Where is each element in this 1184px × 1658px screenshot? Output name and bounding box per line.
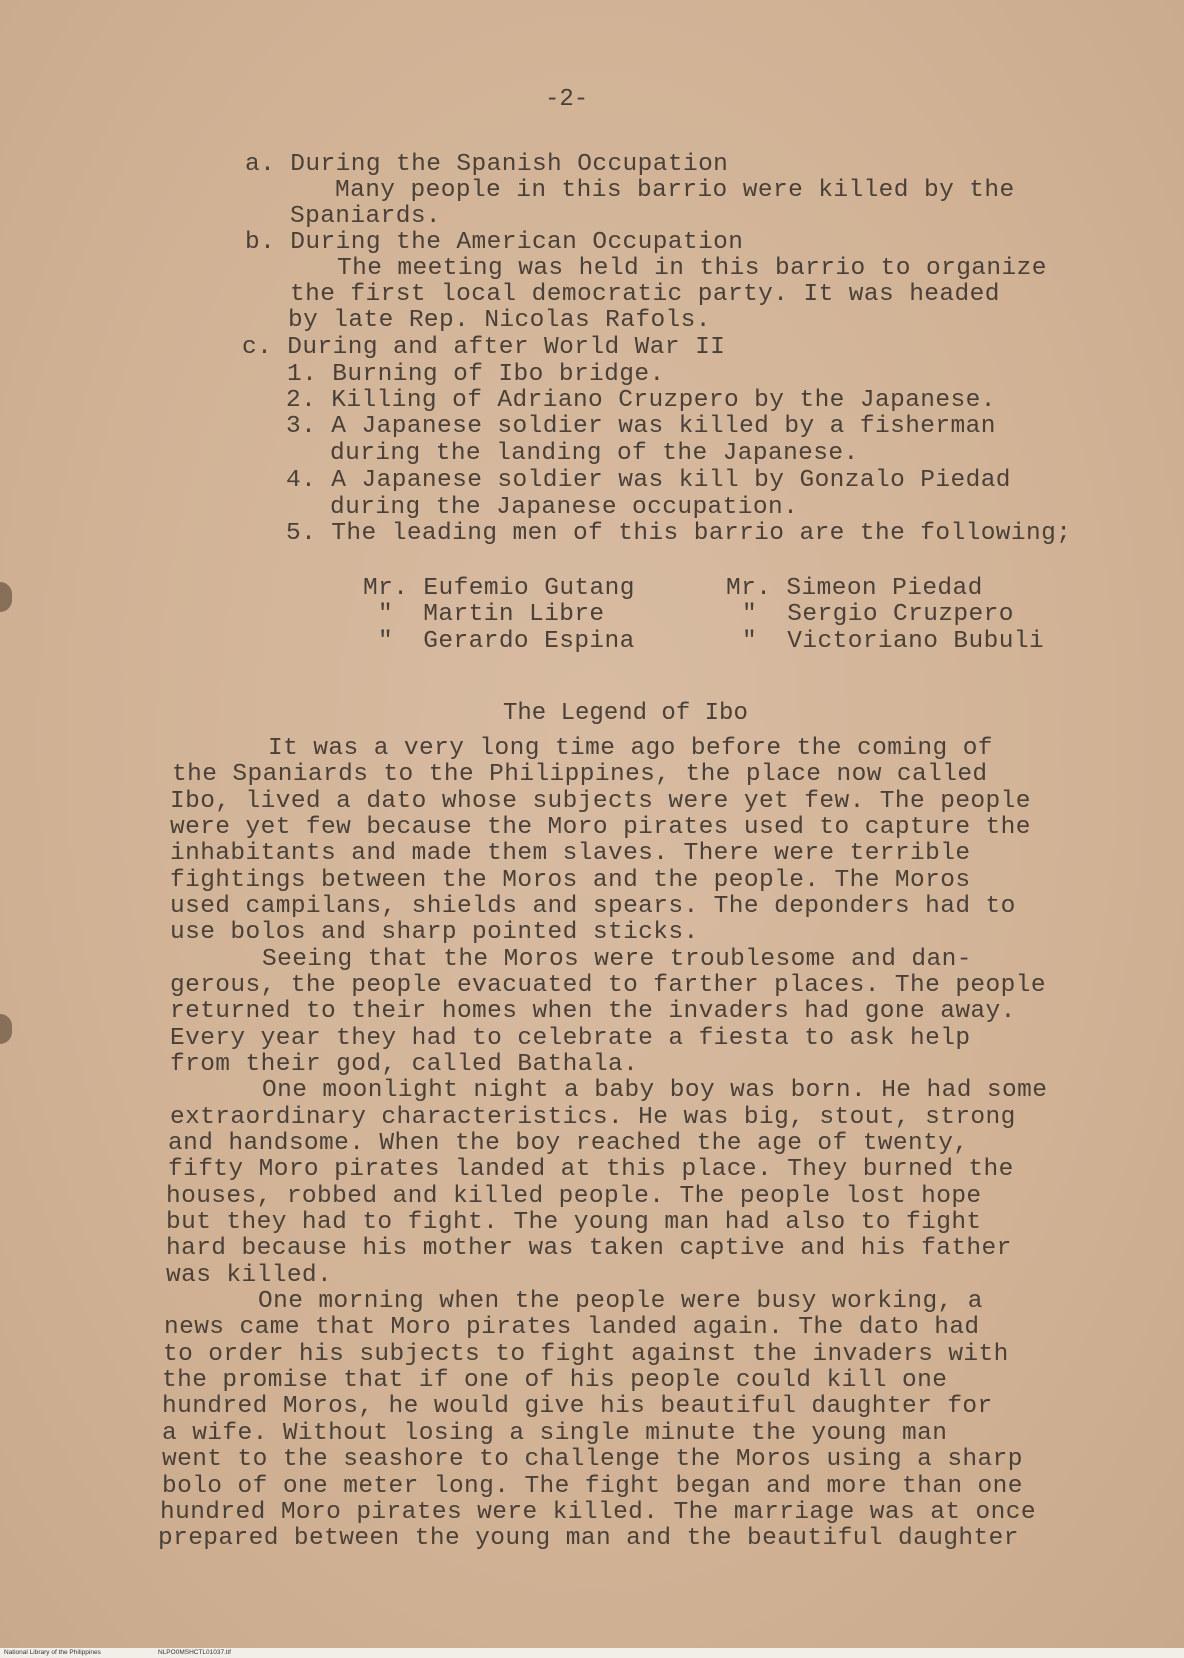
- leader-name: " Gerardo Espina: [378, 628, 635, 655]
- legend-line: and handsome. When the boy reached the age of twenty,: [168, 1130, 969, 1157]
- history-line: The meeting was held in this barrio to organize: [337, 255, 1047, 282]
- history-line: the first local democratic party. It was headed: [290, 281, 1000, 308]
- history-line: during the Japanese occupation.: [330, 494, 799, 521]
- legend-line: prepared between the young man and the beautiful daughter: [158, 1525, 1019, 1552]
- legend-line: a wife. Without losing a single minute the young man: [162, 1420, 948, 1447]
- legend-line: news came that Moro pirates landed again. The dato had: [164, 1314, 980, 1341]
- history-line: 3. A Japanese soldier was killed by a fisherman: [286, 413, 996, 440]
- legend-line: hundred Moro pirates were killed. The marriage was at once: [160, 1499, 1036, 1526]
- scan-footer: [0, 1648, 1184, 1658]
- legend-line: from their god, called Bathala.: [170, 1051, 639, 1078]
- legend-line: One morning when the people were busy working, a: [258, 1288, 983, 1315]
- legend-line: returned to their homes when the invaders had gone away.: [170, 998, 1016, 1025]
- binder-hole: [0, 582, 12, 612]
- footer-filename: NLPO0MSHCTL01037.tif: [158, 1649, 231, 1656]
- leader-name: " Sergio Cruzpero: [742, 601, 1014, 628]
- history-line: Many people in this barrio were killed by the: [335, 177, 1015, 204]
- leader-name: Mr. Simeon Piedad: [726, 575, 983, 602]
- legend-line: Ibo, lived a dato whose subjects were yet few. The people: [170, 788, 1031, 815]
- binder-hole: [0, 1014, 12, 1044]
- legend-line: the Spaniards to the Philippines, the place now called: [172, 761, 988, 788]
- legend-line: gerous, the people evacuated to farther places. The people: [170, 972, 1046, 999]
- history-line: Spaniards.: [290, 203, 442, 230]
- legend-line: were yet few because the Moro pirates used to capture the: [170, 814, 1031, 841]
- history-line: a. During the Spanish Occupation: [245, 151, 729, 178]
- legend-line: inhabitants and made them slaves. There were terrible: [170, 840, 971, 867]
- legend-line: but they had to fight. The young man had also to fight: [166, 1209, 982, 1236]
- legend-line: houses, robbed and killed people. The people lost hope: [166, 1183, 982, 1210]
- legend-line: went to the seashore to challenge the Moros using a sharp: [162, 1446, 1023, 1473]
- legend-line: One moonlight night a baby boy was born. He had some: [262, 1077, 1048, 1104]
- legend-line: hundred Moros, he would give his beautiful daughter for: [162, 1393, 993, 1420]
- leader-name: " Martin Libre: [378, 601, 605, 628]
- legend-line: was killed.: [166, 1262, 333, 1289]
- leader-name: " Victoriano Bubuli: [742, 628, 1045, 655]
- legend-line: use bolos and sharp pointed sticks.: [170, 919, 699, 946]
- legend-line: to order his subjects to fight against the invaders with: [163, 1341, 1009, 1368]
- footer-library: National Library of the Philippines: [4, 1649, 101, 1656]
- leader-name: Mr. Eufemio Gutang: [363, 575, 635, 602]
- legend-line: Every year they had to celebrate a fiesta to ask help: [170, 1025, 971, 1052]
- legend-line: bolo of one meter long. The fight began and more than one: [162, 1473, 1023, 1500]
- legend-line: fightings between the Moros and the people. The Moros: [170, 867, 971, 894]
- legend-line: Seeing that the Moros were troublesome and dan-: [262, 946, 972, 973]
- history-line: during the landing of the Japanese.: [330, 440, 859, 467]
- legend-line: used campilans, shields and spears. The deponders had to: [170, 893, 1016, 920]
- legend-line: the promise that if one of his people could kill one: [162, 1367, 948, 1394]
- legend-line: fifty Moro pirates landed at this place. They burned the: [168, 1156, 1014, 1183]
- legend-title: The Legend of Ibo: [503, 700, 748, 727]
- page-number: -2-: [545, 86, 589, 113]
- history-line: by late Rep. Nicolas Rafols.: [288, 307, 711, 334]
- history-line: 5. The leading men of this barrio are the following;: [286, 520, 1072, 547]
- legend-line: hard because his mother was taken captive and his father: [166, 1235, 1012, 1262]
- legend-line: extraordinary characteristics. He was big, stout, strong: [170, 1104, 1016, 1131]
- history-line: 1. Burning of Ibo bridge.: [287, 361, 665, 388]
- history-line: c. During and after World War II: [242, 334, 726, 361]
- legend-line: It was a very long time ago before the coming of: [268, 735, 993, 762]
- history-line: 4. A Japanese soldier was kill by Gonzalo Piedad: [286, 467, 1011, 494]
- history-line: b. During the American Occupation: [245, 229, 744, 256]
- history-line: 2. Killing of Adriano Cruzpero by the Japanese.: [286, 387, 996, 414]
